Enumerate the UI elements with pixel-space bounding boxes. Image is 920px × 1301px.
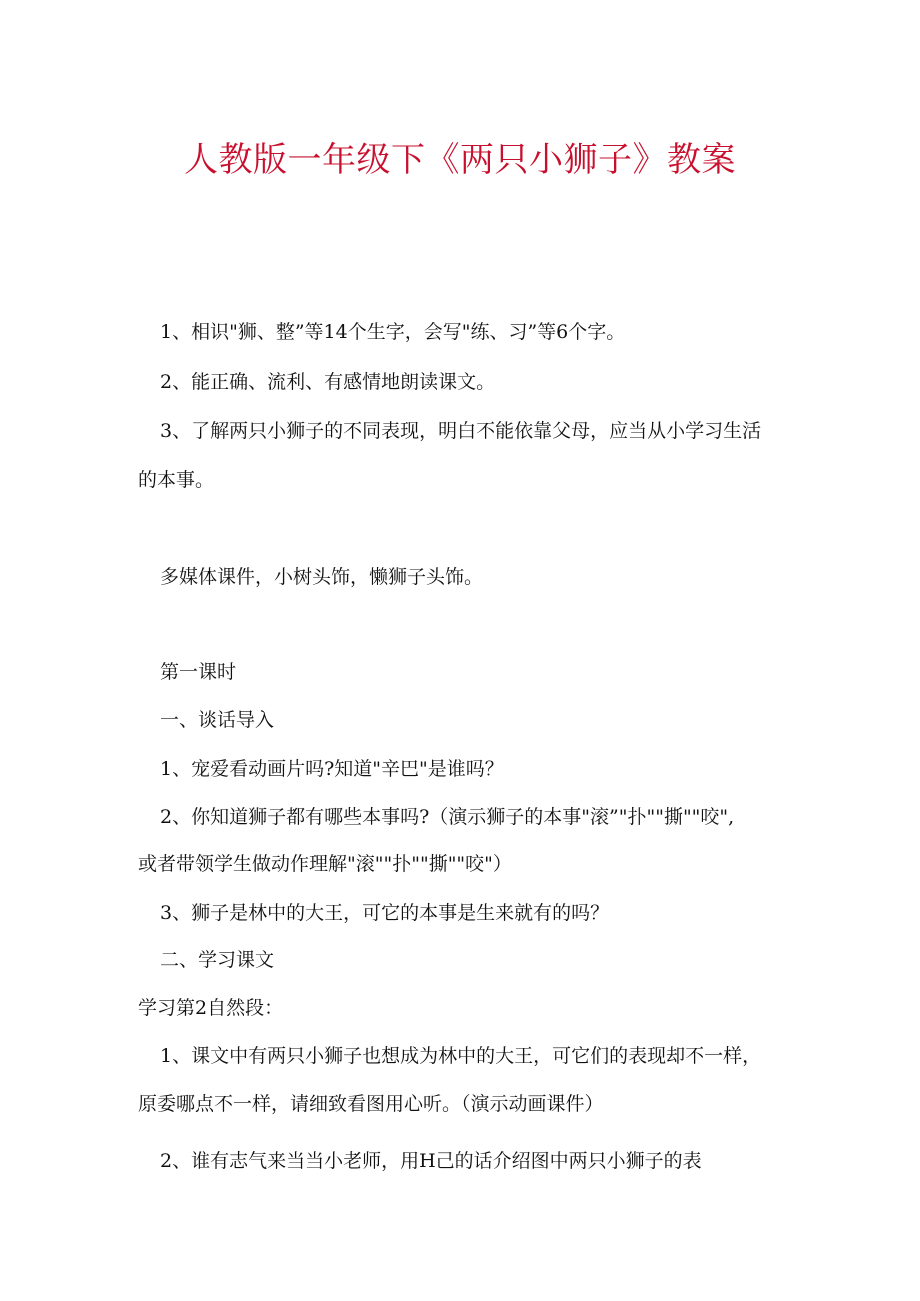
intro-question-1: 1、宠爱看动画片吗?知道"辛巴"是谁吗？ <box>160 758 504 780</box>
objective-3-continued: 的本事。 <box>138 469 215 491</box>
section-heading-study: 二、学习课文 <box>160 949 275 971</box>
objective-1: 1、相识"狮、整”等14个生字，会写"练、习”等6个字。 <box>160 321 626 343</box>
section-heading-intro: 一、谈话导入 <box>160 709 275 731</box>
document-title: 人教版一年级下《两只小狮子》教案 <box>184 140 736 180</box>
study-item-1-continued: 原委哪点不一样，请细致看图用心听。（演示动画课件） <box>138 1093 604 1115</box>
objective-3: 3、了解两只小狮子的不同表现，明白不能依靠父母，应当从小学习生活 <box>160 420 762 442</box>
intro-question-3: 3、狮子是林中的大王，可它的本事是生来就有的吗？ <box>160 902 610 924</box>
lesson-heading: 第一课时 <box>160 661 237 683</box>
study-item-2: 2、谁有志气来当当小老师，用H己的话介绍图中两只小狮子的表 <box>160 1150 702 1172</box>
study-item-1: 1、课文中有两只小狮子也想成为林中的大王，可它们的表现却不一样， <box>160 1045 762 1067</box>
intro-question-2: 2、你知道狮子都有哪些本事吗?（演示狮子的本事"滚”"扑""撕""咬", <box>160 806 735 828</box>
materials-line: 多媒体课件，小树头饰，懒狮子头饰。 <box>160 566 484 588</box>
objective-2: 2、能正确、流利、有感情地朗读课文。 <box>160 371 496 393</box>
intro-question-2-continued: 或者带领学生做动作理解"滚""扑""撕""咬"） <box>138 853 512 875</box>
study-subheading: 学习第2自然段： <box>138 997 284 1019</box>
